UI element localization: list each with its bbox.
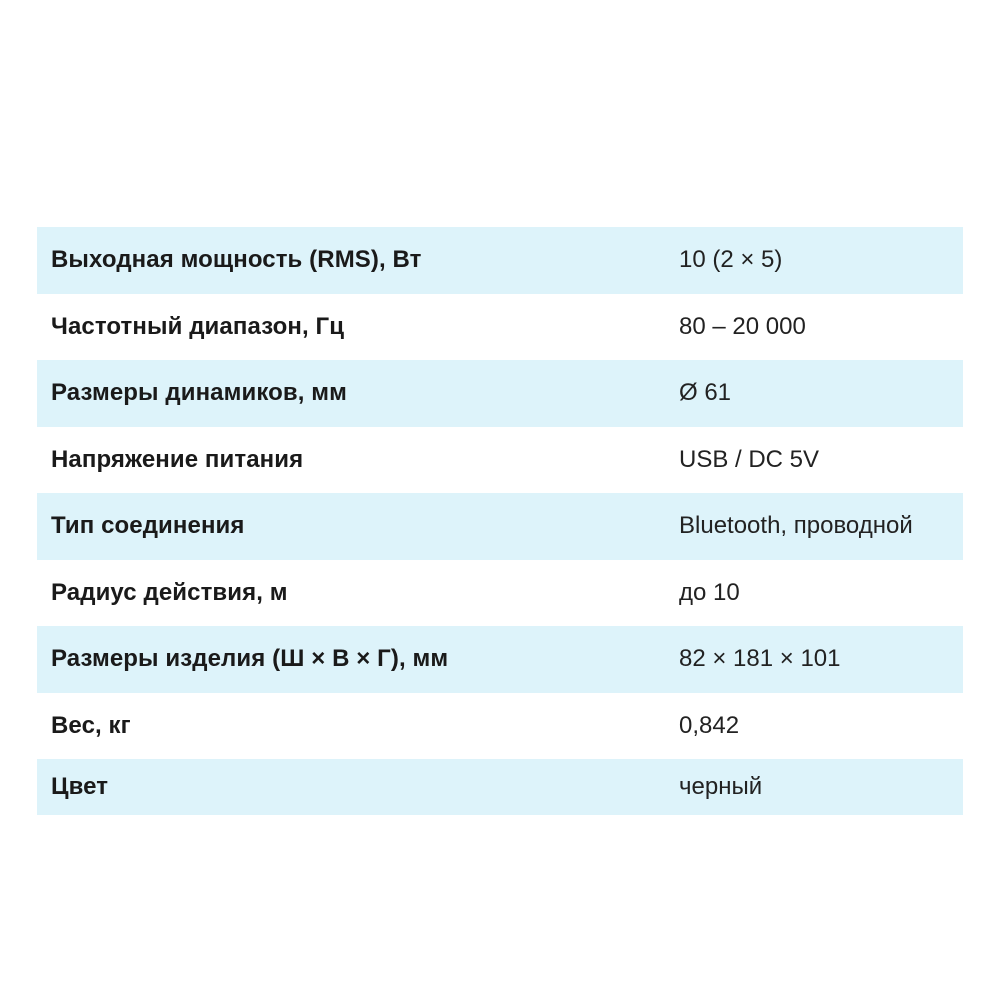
spec-value: 82 × 181 × 101 (679, 645, 841, 673)
spec-value: черный (679, 773, 763, 800)
spec-value: 0,842 (679, 711, 740, 739)
spec-row-frequency-range (37, 294, 963, 361)
spec-value: USB / DC 5V (679, 445, 820, 473)
spec-row-connection-type (37, 493, 963, 560)
specifications-table (37, 227, 963, 815)
spec-row-dimensions (37, 626, 963, 693)
spec-label: Тип соединения (51, 512, 245, 540)
spec-label: Напряжение питания (51, 445, 304, 473)
spec-value: 10 (2 × 5) (679, 246, 783, 274)
spec-value: Ø 61 (679, 379, 732, 407)
spec-label: Цвет (51, 773, 109, 800)
spec-row-range (37, 560, 963, 627)
spec-value: до 10 (679, 578, 740, 606)
spec-label: Частотный диапазон, Гц (51, 312, 345, 340)
spec-row-output-power (37, 227, 963, 294)
spec-value: 80 – 20 000 (679, 312, 806, 340)
spec-label: Размеры динамиков, мм (51, 379, 347, 407)
spec-label: Радиус действия, м (51, 578, 288, 606)
spec-row-weight (37, 693, 963, 760)
spec-label: Выходная мощность (RMS), Вт (51, 246, 422, 274)
spec-label: Размеры изделия (Ш × В × Г), мм (51, 645, 449, 673)
spec-row-speaker-size (37, 360, 963, 427)
spec-row-power-supply (37, 427, 963, 494)
spec-row-color (37, 759, 963, 815)
spec-value: Bluetooth, проводной (679, 512, 913, 540)
spec-label: Вес, кг (51, 711, 131, 739)
